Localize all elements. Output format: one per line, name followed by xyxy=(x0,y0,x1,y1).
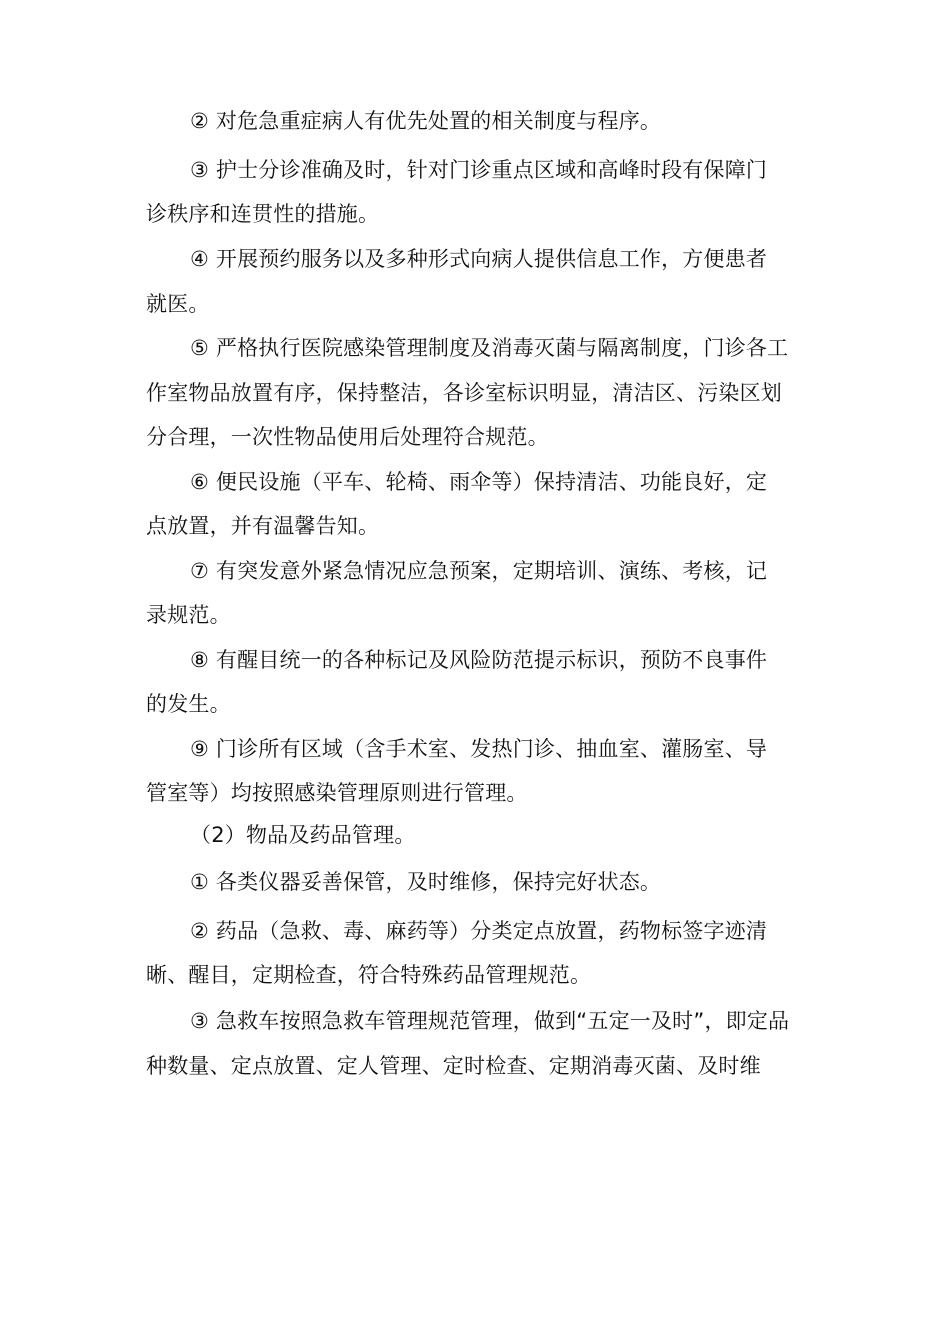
section-heading: （2）物品及药品管理。 xyxy=(190,823,416,847)
text-line: ② 对危急重症病人有优先处置的相关制度与程序。 xyxy=(190,109,662,133)
text-line: ③ 急救车按照急救车管理规范管理，做到“五定一及时”，即定品 xyxy=(190,1009,790,1033)
text-line: ⑤ 严格执行医院感染管理制度及消毒灭菌与隔离制度，门诊各工 xyxy=(190,336,789,360)
text-line: 分合理，一次性物品使用后处理符合规范。 xyxy=(146,425,549,449)
text-line: ⑨ 门诊所有区域（含手术室、发热门诊、抽血室、灌肠室、导 xyxy=(190,737,768,761)
text-line: 的发生。 xyxy=(146,692,231,716)
text-line: ⑧ 有醒目统一的各种标记及风险防范提示标识，预防不良事件 xyxy=(190,648,768,672)
text-line: 就医。 xyxy=(146,292,210,316)
text-line: 录规范。 xyxy=(146,603,231,627)
text-line: ④ 开展预约服务以及多种形式向病人提供信息工作，方便患者 xyxy=(190,247,768,271)
text-line: 晰、醒目，定期检查，符合特殊药品管理规范。 xyxy=(146,963,592,987)
text-line: ⑥ 便民设施（平车、轮椅、雨伞等）保持清洁、功能良好，定 xyxy=(190,470,768,494)
text-line: 管室等）均按照感染管理原则进行管理。 xyxy=(146,781,528,805)
text-line: ① 各类仪器妥善保管，及时维修，保持完好状态。 xyxy=(190,870,662,894)
text-line: ⑦ 有突发意外紧急情况应急预案，定期培训、演练、考核，记 xyxy=(190,559,768,583)
text-line: 点放置，并有温馨告知。 xyxy=(146,514,380,538)
text-line: 作室物品放置有序，保持整洁，各诊室标识明显，清洁区、污染区划 xyxy=(146,381,782,405)
text-line: ③ 护士分诊准确及时，针对门诊重点区域和高峰时段有保障门 xyxy=(190,158,768,182)
text-line: 种数量、定点放置、定人管理、定时检查、定期消毒灭菌、及时维 xyxy=(146,1054,761,1078)
text-line: 诊秩序和连贯性的措施。 xyxy=(146,202,380,226)
text-line: ② 药品（急救、毒、麻药等）分类定点放置，药物标签字迹清 xyxy=(190,919,768,943)
